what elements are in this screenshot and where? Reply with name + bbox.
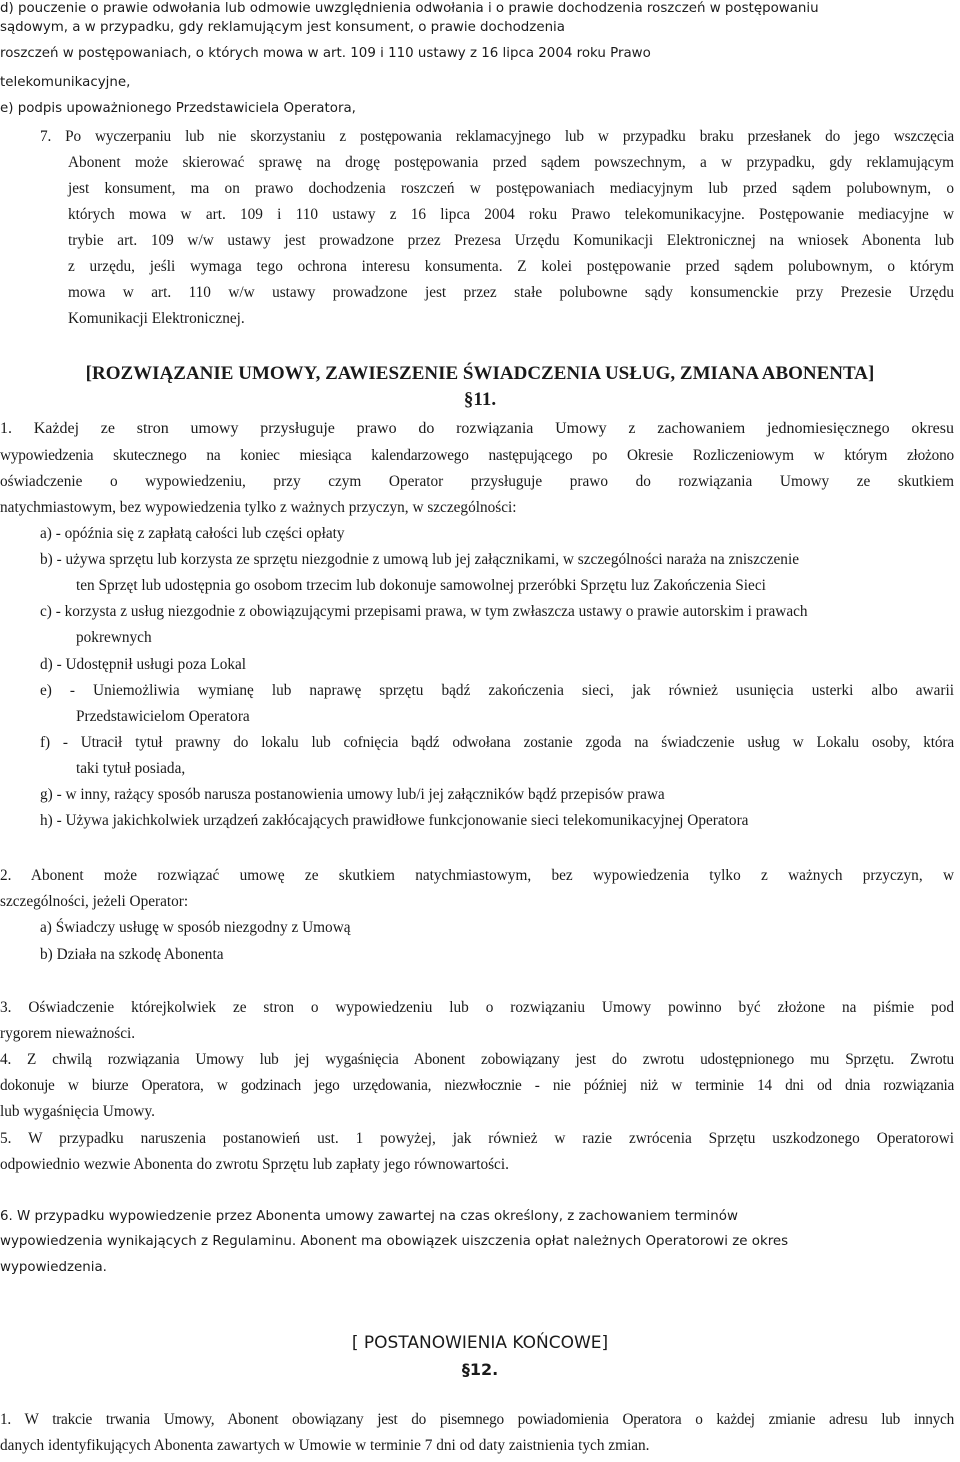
s11-p3-line-2: rygorem nieważności. xyxy=(0,1025,136,1042)
s11-item-g: g) - w inny, rażący sposób narusza postanowienia umowy lub/i jej załączników bądź przepisów prawa xyxy=(40,786,665,803)
s11-item-a: a) - opóźnia się z zapłatą całości lub części opłaty xyxy=(40,525,345,542)
s12-p1-line-2: danych identyfikujących Abonenta zawartych w Umowie w terminie 7 dni od daty zaistnienia tych zmian. xyxy=(0,1437,650,1454)
s11-item-d: d) - Udostępnił usługi poza Lokal xyxy=(40,656,247,673)
item-d-line-2: sądowym, a w przypadku, gdy reklamującym jest konsument, o prawie dochodzenia xyxy=(0,20,565,35)
point-7-line-8: Komunikacji Elektronicznej. xyxy=(68,310,245,327)
s11-p2-item-b: b) Działa na szkodę Abonenta xyxy=(40,946,224,963)
s11-p1-line-1: 1. Każdej ze stron umowy przysługuje prawo do rozwiązania Umowy z zachowaniem jednomiesięcznego okresu xyxy=(0,420,954,437)
s11-p6-line-2: wypowiedzenia wynikających z Regulaminu. Abonent ma obowiązek uiszczenia opłat należnych Operatorowi ze okres xyxy=(0,1234,789,1249)
s11-item-f-line-1: f) - Utracił tytuł prawny do lokalu lub cofnięcia bądź odwołana zostanie zgoda na świadczenie usług w Lokalu osoby, która xyxy=(40,734,954,751)
s11-p1-line-4: natychmiastowym, bez wypowiedzenia tylko z ważnych przyczyn, w szczególności: xyxy=(0,499,517,516)
section-12-title: [ POSTANOWIENIA KOŃCOWE] xyxy=(351,1333,609,1353)
s11-p5-line-1: 5. W przypadku naruszenia postanowień ust. 1 powyżej, jak również w razie zwrócenia Sprzętu uszkodzonego Operatorowi xyxy=(0,1130,954,1147)
s11-item-b-line-2: ten Sprzęt lub udostępnia go osobom trzecim lub dokonuje samowolnej przeróbki Sprzętu luz Zakończenia Sieci xyxy=(76,577,766,594)
s11-p1-line-3: oświadczenie o wypowiedzeniu, przy czym Operator przysługuje prawo do rozwiązania Umowy ze skutkiem xyxy=(0,473,954,490)
point-7-line-4: których mowa w art. 109 i 110 ustawy z 16 lipca 2004 roku Prawo telekomunikacyjne. Postępowanie mediacyjne w xyxy=(68,206,954,223)
s11-p4-line-3: lub wygaśnięcia Umowy. xyxy=(0,1103,155,1120)
item-d-line-3: roszczeń w postępowaniach, o których mowa w art. 109 i 110 ustawy z 16 lipca 2004 roku Prawo xyxy=(0,46,651,61)
item-d-line-1: d) pouczenie o prawie odwołania lub odmowie uwzględnienia odwołania i o prawie dochodzenia roszczeń w postępowaniu xyxy=(0,1,819,16)
s11-p6-line-1: 6. W przypadku wypowiedzenie przez Abonenta umowy zawartej na czas określony, z zachowaniem terminów xyxy=(0,1209,738,1224)
section-11-number: §11. xyxy=(463,389,497,410)
s11-p5-line-2: odpowiednio wezwie Abonenta do zwrotu Sprzętu lub zapłaty jego równowartości. xyxy=(0,1156,509,1173)
s11-item-f-line-2: taki tytuł posiada, xyxy=(76,760,186,777)
s11-item-c-line-2: pokrewnych xyxy=(76,629,152,646)
point-7-line-1: 7. Po wyczerpaniu lub nie skorzystaniu z postępowania reklamacyjnego lub w przypadku braku przesłanek do jego wszczęcia xyxy=(40,128,954,145)
point-7-line-6: z urzędu, jeśli wymaga tego ochrona interesu konsumenta. Z kolei postępowanie przed sądem polubownym, o którym xyxy=(68,258,954,275)
s11-item-c-line-1: c) - korzysta z usług niezgodnie z obowiązującymi przepisami prawa, w tym zwłaszcza ustawy o prawie autorskim i prawach xyxy=(40,603,808,620)
s11-p2-item-a: a) Świadczy usługę w sposób niezgodny z Umową xyxy=(40,919,351,936)
point-7-line-5: trybie art. 109 w/w ustawy jest prowadzone przez Prezesa Urzędu Komunikacji Elektronicznej na wniosek Abonenta lub xyxy=(68,232,954,249)
item-d-line-4: telekomunikacyjne, xyxy=(0,75,131,90)
s11-item-h: h) - Używa jakichkolwiek urządzeń zakłócających prawidłowe funkcjonowanie sieci telekomunikacyjnej Operatora xyxy=(40,812,749,829)
s11-p4-line-1: 4. Z chwilą rozwiązania Umowy lub jej wygaśnięcia Abonent zobowiązany jest do zwrotu udostępnionego mu Sprzętu. Zwrotu xyxy=(0,1051,954,1068)
s11-p1-line-2: wypowiedzenia skutecznego na koniec miesiąca kalendarzowego następującego po Okresie Rozliczeniowym w którym złożono xyxy=(0,447,954,464)
s11-item-e-line-2: Przedstawicielom Operatora xyxy=(76,708,250,725)
section-12-number: §12. xyxy=(461,1360,499,1379)
point-7-line-3: jest konsument, ma on prawo dochodzenia roszczeń w postępowaniach mediacyjnym lub przed sądem polubownym, o xyxy=(68,180,954,197)
s11-p4-line-2: dokonuje w biurze Operatora, w godzinach jego urzędowania, niezwłocznie - nie później niż w terminie 14 dni od dnia rozwiązania xyxy=(0,1077,954,1094)
s11-item-b-line-1: b) - używa sprzętu lub korzysta ze sprzętu niezgodnie z umową lub jej załącznikami, w szczególności naraża na zniszczenie xyxy=(40,551,799,568)
s11-p2-line-1: 2. Abonent może rozwiązać umowę ze skutkiem natychmiastowym, bez wypowiedzenia tylko z ważnych przyczyn, w xyxy=(0,867,954,884)
s11-p2-line-2: szczególności, jeżeli Operator: xyxy=(0,893,189,910)
s11-p6-line-3: wypowiedzenia. xyxy=(0,1260,107,1275)
s11-item-e-line-1: e) - Uniemożliwia wymianę lub naprawę sprzętu bądź zakończenia sieci, jak również usunięcia usterki albo awarii xyxy=(40,682,954,699)
s12-p1-line-1: 1. W trakcie trwania Umowy, Abonent obowiązany jest do pisemnego powiadomienia Operatora o każdej zmianie adresu lub innych xyxy=(0,1411,954,1428)
point-7-line-7: mowa w art. 110 w/w ustawy prowadzone jest przez stałe polubowne sądy konsumenckie przy Prezesie Urzędu xyxy=(68,284,954,301)
section-11-title: [ROZWIĄZANIE UMOWY, ZAWIESZENIE ŚWIADCZENIA USŁUG, ZMIANA ABONENTA] xyxy=(85,363,875,384)
item-e: e) podpis upoważnionego Przedstawiciela Operatora, xyxy=(0,101,356,116)
point-7-line-2: Abonent może skierować sprawę na drogę postępowania przed sądem powszechnym, a w przypadku, gdy reklamującym xyxy=(68,154,954,171)
s11-p3-line-1: 3. Oświadczenie którejkolwiek ze stron o wypowiedzeniu lub o rozwiązaniu Umowy powinno być złożone na piśmie pod xyxy=(0,999,954,1016)
